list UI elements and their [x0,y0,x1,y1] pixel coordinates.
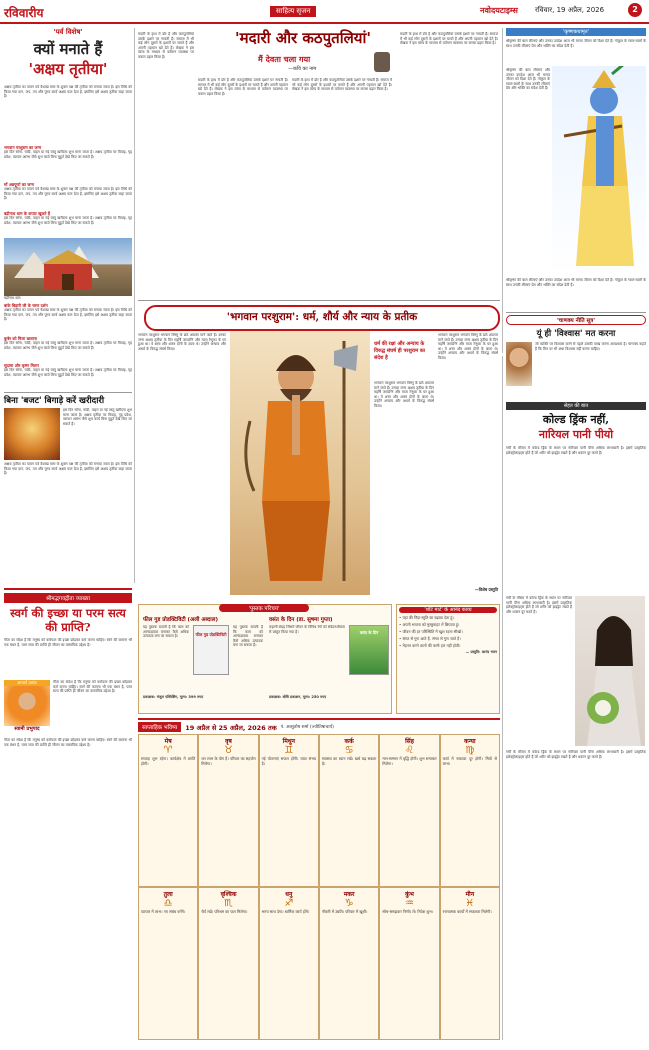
poet-name: —कवि का नाम [288,66,317,72]
horoscope-sign [259,887,319,1040]
zodiac-icon: ♈ [163,745,173,756]
gita-author-name: स्वामी प्रभुपाद [14,726,40,732]
shortmart-item: • संगत से गुण आते हैं, संगत से गुण जाते हैं। [399,636,461,641]
section-left-label: रविवारीय [4,6,44,20]
horoscope-sign-text: व्यापार में लाभ। नए संबंध बनेंगे। [141,909,186,914]
badrinath-temple-image [4,238,132,296]
horoscope-sign-text: नई योजनाएं सफल होंगी। यात्रा संभव है। [261,756,316,766]
zodiac-icon: ♌ [405,745,414,756]
neeti-article [506,312,646,398]
krishna-label: 'कृष्णकथामृत' [506,28,646,36]
akshaya-sub-3: बद्रीनाथ धाम के कपाट खुलते हैं [4,211,50,216]
parashuram-col-3: भगवान परशुराम भगवान विष्णु के छठे अवतार माने जाते हैं। उनका जन्म अक्षय तृतीया के दिन महर्षि जमदग्नि और माता रेणुका के घर हुआ था। वे शस्त्र और शास्त्र दोनों के ज्ञाता थे। उन्होंने अन्याय और अधर्म के विरुद्ध संघर्ष किया। [438,333,498,360]
horoscope-sign-name: कर्क [344,738,354,745]
shopping-body: इस दिन सोना, चांदी, वाहन या नई वस्तु खरीदना शुभ माना जाता है। अक्षय तृतीया पर विवाह, गृह प्रवेश, व्यापार आरंभ जैसे शुभ कार्य बिना मुहूर्त देखे किए जा सकते हैं। [63,408,132,426]
health-article [506,402,646,1040]
shortmart-item: • जीवन की हर परिस्थिति में खुश रहना सीखो। [399,629,463,634]
zodiac-icon: ♐ [284,898,294,909]
akshaya-body-4: अक्षय तृतीया का पावन पर्व वैशाख मास के शुक्ल पक्ष की तृतीया को मनाया जाता है। इस तिथि को किया गया दान, जप, तप और पुण्य कार्य अक्षय फल देता है, इसलिए इसे अक्षय तृतीया कहा जाता है। [4,308,132,322]
page-number: 2 [628,3,642,17]
book1-cover-title: फील गुड प्रोडक्टिविटी [195,632,227,637]
akshaya-body-6: इस दिन सोना, चांदी, वाहन या नई वस्तु खरीदना शुभ माना जाता है। अक्षय तृतीया पर विवाह, गृह प्रवेश, व्यापार आरंभ जैसे शुभ कार्य बिना मुहूर्त देखे किए जा सकते हैं। [4,368,132,377]
shortmart-list [399,615,497,648]
horoscope-sign-text: धन लाभ के योग हैं। परिवार का सहयोग मिलेगा। [201,756,256,766]
book1-cover [193,625,229,675]
akshaya-sub-1: भगवान परशुराम का जन्म [4,145,42,150]
horoscope-sign [379,734,439,887]
book2-cover-title: वसंत के दिन [359,630,379,635]
akshaya-article [4,28,132,583]
neeti-label: 'चाणक्य नीति सूत्र' [506,315,646,325]
madari-col-4: मदारी के हाथ में डोर है और कठपुतलियां उसके इशारे पर नाचती हैं। समाज में भी कई लोग दूसरों के इशारों पर चलते हैं और अपनी पहचान खो देते हैं। लेखक ने इस व्यंग्य के माध्यम से वर्तमान व्यवस्था पर करारा प्रहार किया है। [400,32,498,46]
poem-title: मैं देवता चला गया [258,55,311,64]
madari-col-2: मदारी के हाथ में डोर है और कठपुतलियां उसके इशारे पर नाचती हैं। समाज में भी कई लोग दूसरों के इशारों पर चलते हैं और अपनी पहचान खो देते हैं। लेखक ने इस व्यंग्य के माध्यम से वर्तमान व्यवस्था पर करारा प्रहार किया है। [198,78,288,96]
parashuram-headline: 'भगवान परशुराम': धर्म, शौर्य और न्याय के प्रतीक [144,305,500,331]
akshaya-title-2: 'अक्षय तृतीया' [28,60,108,78]
horoscope-sign-text: नौकरी में उन्नति। परिवार में खुशी। [322,909,368,914]
shortmart-item: • यहां की निंदा-स्तुति का बढ़ावा देता हूं। [399,615,454,620]
chanakya-portrait [506,342,532,386]
health-label: सेहत की बात [506,402,646,410]
krishna-article [506,28,646,308]
zodiac-icon: ♓ [465,898,475,909]
horoscope-sign-name: कन्या [464,738,476,745]
zodiac-icon: ♉ [224,745,233,756]
akshaya-sub-5: कुबेर को मिला खजाना [4,336,37,341]
akshaya-sub-6: सुदामा और कृष्ण मिलन [4,363,39,368]
horoscope-sign-name: कुंभ [405,891,414,898]
swami-portrait [4,686,50,726]
horoscope-sign [319,734,379,887]
zodiac-icon: ♋ [344,745,354,756]
akshaya-title-1: क्यों मनाते हैं [33,40,103,58]
horoscope-sign-text: कार्य में रुकावट दूर होगी। मित्रों से लाभ। [442,756,497,766]
shortmart-author: — प्रस्तुति: आनंद भवन [465,650,497,654]
horoscope-sign-text: सप्ताह शुभ रहेगा। कार्यक्षेत्र में प्रगति होगी। [141,756,196,766]
zodiac-icon: ♏ [224,898,233,909]
horoscope-sign-text: मान-सम्मान में वृद्धि होगी। शुभ समाचार मिलेगा। [382,756,437,766]
shopping-body-2: अक्षय तृतीया का पावन पर्व वैशाख मास के शुक्ल पक्ष की तृतीया को मनाया जाता है। इस तिथि को किया गया दान, जप, तप और पुण्य कार्य अक्षय फल देता है, इसलिए इसे अक्षय तृतीया कहा जाता है। [4,462,132,476]
section-center-label: साहित्य सृजन [270,6,316,17]
horoscope-week: 19 अप्रैल से 25 अप्रैल, 2026 तक [185,723,277,732]
shortmart-section [396,604,500,714]
madari-title: 'मदारी और कठपुतलियां' [235,29,371,47]
parashuram-article [138,300,500,600]
horoscope-sign [138,887,198,1040]
horoscope-sign [198,734,258,887]
book2-body: कहानी संग्रह जिसमें जीवन के विविध रंगों को संवेदनशीलता से प्रस्तुत किया गया है। [269,625,345,634]
krishna-illustration [552,66,646,276]
gita-intro: गीता का संदेश है कि मनुष्य को कर्मफल की इच्छा छोड़कर कर्म करना चाहिए। स्वर्ग की कामना भी एक बंधन है, परम सत्य की प्राप्ति ही जीवन का वास्तविक उद्देश्य है। [4,638,132,647]
akshaya-body-3: इस दिन सोना, चांदी, वाहन या नई वस्तु खरीदना शुभ माना जाता है। अक्षय तृतीया पर विवाह, गृह प्रवेश, व्यापार आरंभ जैसे शुभ कार्य बिना मुहूर्त देखे किए जा सकते हैं। [4,216,132,225]
akshaya-body-1: इस दिन सोना, चांदी, वाहन या नई वस्तु खरीदना शुभ माना जाता है। अक्षय तृतीया पर विवाह, गृह प्रवेश, व्यापार आरंभ जैसे शुभ कार्य बिना मुहूर्त देखे किए जा सकते हैं। [4,150,132,159]
shopping-headline: बिना 'बजट' बिगाड़े करें खरीदारी [4,392,132,406]
health-body-2: गर्मी के मौसम में कोल्ड ड्रिंक के स्थान पर नारियल पानी पीना अधिक लाभकारी है। इसमें प्राकृतिक इलेक्ट्रोलाइट्स होते हैं जो शरीर को हाइड्रेट रखते हैं और थकान दूर करते हैं। [506,596,572,614]
gita-topic: श्रीमद्भगवद्गीता व्याख्या [4,593,132,603]
horoscope-sign-name: वृष [225,738,232,745]
horoscope-sign-name: मीन [465,891,475,898]
madari-col-1: मदारी के हाथ में डोर है और कठपुतलियां उसके इशारे पर नाचती हैं। समाज में भी कई लोग दूसरों के इशारों पर चलते हैं और अपनी पहचान खो देते हैं। लेखक ने इस व्यंग्य के माध्यम से वर्तमान व्यवस्था पर करारा प्रहार किया है। [138,32,194,59]
parashuram-illustration [230,331,370,595]
health-title-2: नारियल पानी पीयो [538,428,614,441]
horoscope-sign-name: तुला [163,891,173,898]
horoscope-astrologer: पं. आशुतोष शर्मा (ज्योतिषाचार्य) [280,725,334,730]
shortmart-label: 'शॉर्ट मार्ट' के आनंद काव्य [399,607,497,613]
akshaya-sub-2: माँ अन्नपूर्णा का जन्म [4,182,34,187]
book2-title: वसंत के दिन (डा. सुषमा गुप्ता) [269,617,333,623]
neeti-title: यूं ही 'विश्वास' मत करना [536,329,616,339]
health-body-3: गर्मी के मौसम में कोल्ड ड्रिंक के स्थान पर नारियल पानी पीना अधिक लाभकारी है। इसमें प्राकृतिक इलेक्ट्रोलाइट्स होते हैं जो शरीर को हाइड्रेट रखते हैं और थकान दूर करते हैं। [506,750,646,759]
coconut-photo [575,596,645,746]
horoscope-sign [198,887,258,1040]
gita-body-2: गीता का संदेश है कि मनुष्य को कर्मफल की इच्छा छोड़कर कर्म करना चाहिए। स्वर्ग की कामना भी एक बंधन है, परम सत्य की प्राप्ति ही जीवन का वास्तविक उद्देश्य है। [4,738,132,747]
puja-image [4,408,60,460]
horoscope-sign-name: मकर [343,891,355,898]
horoscope-sign-text: धैर्य रखें। परिश्रम का फल मिलेगा। [201,909,248,914]
poet-avatar [374,52,390,72]
health-body-1: गर्मी के मौसम में कोल्ड ड्रिंक के स्थान पर नारियल पानी पीना अधिक लाभकारी है। इसमें प्राकृतिक इलेक्ट्रोलाइट्स होते हैं जो शरीर को हाइड्रेट रखते हैं और थकान दूर करते हैं। [506,446,646,455]
zodiac-icon: ♎ [163,898,173,909]
neeti-body: जो व्यक्ति पर विश्वास करने से पहले उसकी परख करना आवश्यक है। चाणक्य कहते हैं कि मित्र पर भी अंधा विश्वास नहीं करना चाहिए। [535,342,646,351]
books-section [138,604,392,714]
horoscope-sign [259,734,319,887]
gita-article [4,588,132,1040]
horoscope-sign [440,734,500,887]
shortmart-item: • मेहनत करने वालों की कभी हार नहीं होती। [399,643,461,648]
book1-body: यह पुस्तक बताती है कि काम को आनंददायक बनाकर कैसे अधिक उत्पादक बना जा सकता है। [143,625,189,639]
akshaya-label: 'पर्व विशेष' [53,28,83,36]
health-title-1: कोल्ड ड्रिंक नहीं, [542,413,610,426]
horoscope-sign [138,734,198,887]
sahitya-article [138,28,500,298]
book1-price: प्रकाशक: मंजुल पब्लिशिंग, मूल्य: 399 रुपए [143,695,204,699]
book2-cover [349,625,389,675]
book1-title: फील गुड प्रोडक्टिविटी (अली अब्दाल) [143,617,218,623]
akshaya-sub-4: बांके बिहारी जी के चरण दर्शन [4,303,48,308]
horoscope-sign-text: भाग्य साथ देगा। धार्मिक कार्य होंगे। [261,909,310,914]
book2-price: प्रकाशक: बोधि प्रकाशन, मूल्य: 250 रुपए [269,695,327,699]
akshaya-intro: अक्षय तृतीया का पावन पर्व वैशाख मास के शुक्ल पक्ष की तृतीया को मनाया जाता है। इस तिथि को किया गया दान, जप, तप और पुण्य कार्य अक्षय फल देता है, इसलिए इसे अक्षय तृतीया कहा जाता है। [4,85,132,99]
zodiac-icon: ♊ [284,745,294,756]
akshaya-body-5: इस दिन सोना, चांदी, वाहन या नई वस्तु खरीदना शुभ माना जाता है। अक्षय तृतीया पर विवाह, गृह प्रवेश, व्यापार आरंभ जैसे शुभ कार्य बिना मुहूर्त देखे किए जा सकते हैं। [4,341,132,350]
horoscope-sign-name: मिथुन [282,738,295,745]
parashuram-col-2: भगवान परशुराम भगवान विष्णु के छठे अवतार माने जाते हैं। उनका जन्म अक्षय तृतीया के दिन महर्षि जमदग्नि और माता रेणुका के घर हुआ था। वे शस्त्र और शास्त्र दोनों के ज्ञाता थे। उन्होंने अन्याय और अधर्म के विरुद्ध संघर्ष किया। [374,381,434,408]
horoscope-sign-text: रचनात्मक कार्यों में सफलता मिलेगी। [442,909,492,914]
gita-author-label: आचार्य प्रशांत [4,680,50,686]
horoscope-label: साप्ताहिक भविष्य [138,722,181,732]
krishna-intro: श्रीकृष्ण की बाल लीलाएं और उनका उपदेश आज भी मानव जीवन को दिशा देते हैं। गोकुल के ग्वाल-बालों के साथ उनकी लीलाएं प्रेम और भक्ति का संदेश देती हैं। [506,39,646,48]
horoscope-sign-text: स्वास्थ्य का ध्यान रखें। खर्च बढ़ सकता है। [322,756,377,766]
horoscope-sign-name: सिंह [405,738,414,745]
horoscope-sign-name: धनु [285,891,293,898]
brand-logo: नवोदयटाइम्स [480,6,518,15]
books-label: 'पुस्तक परिचय' [219,604,309,612]
gita-title: स्वर्ग की इच्छा या परम सत्य की प्राप्ति? [10,606,126,634]
akshaya-body-2: अक्षय तृतीया का पावन पर्व वैशाख मास के शुक्ल पक्ष की तृतीया को मनाया जाता है। इस तिथि को किया गया दान, जप, तप और पुण्य कार्य अक्षय फल देता है, इसलिए इसे अक्षय तृतीया कहा जाता है। [4,187,132,201]
horoscope-section [138,718,500,1040]
horoscope-sign-name: वृश्चिक [220,891,237,898]
zodiac-icon: ♍ [465,745,475,756]
horoscope-sign-text: सोच-समझकर निर्णय लें। निवेश शुभ। [382,909,434,914]
horoscope-sign [440,887,500,1040]
horoscope-sign-name: मेष [164,738,172,745]
krishna-body: श्रीकृष्ण की बाल लीलाएं और उनका उपदेश आज भी मानव जीवन को दिशा देते हैं। गोकुल के ग्वाल-बालों के साथ उनकी लीलाएं प्रेम और भक्ति का संदेश देती हैं। [506,278,646,287]
madari-col-3: मदारी के हाथ में डोर है और कठपुतलियां उसके इशारे पर नाचती हैं। समाज में भी कई लोग दूसरों के इशारों पर चलते हैं और अपनी पहचान खो देते हैं। लेखक ने इस व्यंग्य के माध्यम से वर्तमान व्यवस्था पर करारा प्रहार किया है। [292,78,392,92]
book1-body-2: यह पुस्तक बताती है कि काम को आनंददायक बनाकर कैसे अधिक उत्पादक बना जा सकता है। [233,625,263,648]
parashuram-quote: धर्म की रक्षा और अन्याय के विरुद्ध संघर्ष ही परशुराम का संदेश है [374,341,425,361]
issue-date: रविवार, 19 अप्रैल, 2026 [535,6,605,14]
zodiac-icon: ♒ [405,898,414,909]
zodiac-icon: ♑ [344,898,354,909]
krishna-col: श्रीकृष्ण की बाल लीलाएं और उनका उपदेश आज भी मानव जीवन को दिशा देते हैं। गोकुल के ग्वाल-बालों के साथ उनकी लीलाएं प्रेम और भक्ति का संदेश देती हैं। [506,68,550,91]
horoscope-grid [138,734,500,1040]
temple-caption: बद्रीनाथ धाम [4,296,21,300]
gita-body-1: गीता का संदेश है कि मनुष्य को कर्मफल की इच्छा छोड़कर कर्म करना चाहिए। स्वर्ग की कामना भी एक बंधन है, परम सत्य की प्राप्ति ही जीवन का वास्तविक उद्देश्य है। [53,680,132,694]
page-header [0,0,649,24]
horoscope-sign [379,887,439,1040]
shortmart-item: • अपनी भावना को मुस्कुराहट में छिपाता हूं। [399,622,460,627]
parashuram-byline: —विशेष प्रस्तुति [474,587,498,592]
parashuram-col-1: भगवान परशुराम भगवान विष्णु के छठे अवतार माने जाते हैं। उनका जन्म अक्षय तृतीया के दिन महर्षि जमदग्नि और माता रेणुका के घर हुआ था। वे शस्त्र और शास्त्र दोनों के ज्ञाता थे। उन्होंने अन्याय और अधर्म के विरुद्ध संघर्ष किया। [138,333,226,351]
horoscope-sign [319,887,379,1040]
